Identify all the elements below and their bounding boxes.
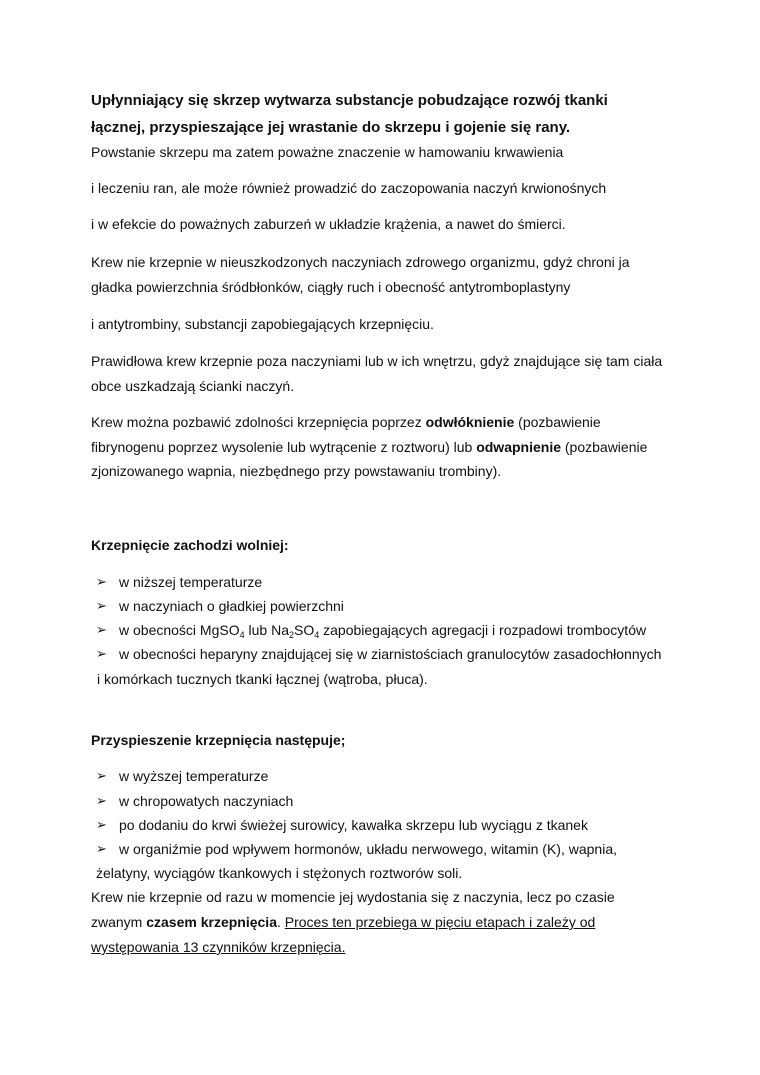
intro-paragraph-line-1: Powstanie skrzepu ma zatem poważne znaczenie w hamowaniu krwawienia — [91, 144, 564, 160]
intro-bold-line-2: łącznej, przyspieszające jej wrastanie do skrzepu i gojenie się rany. — [91, 119, 571, 136]
paragraph-3-line-1: Prawidłowa krew krzepnie poza naczyniami lub w ich wnętrzu, gdyż znajdujące się tam ciała — [91, 353, 663, 369]
text: . — [276, 914, 285, 930]
bullet-arrow-icon: ➢ — [96, 793, 107, 808]
text: zwanym — [91, 914, 147, 930]
bullet-arrow-icon: ➢ — [96, 768, 107, 783]
slow-item-4-line-2: i komórkach tucznych tkanki łącznej (wątroba, płuca). — [97, 671, 428, 687]
term-odwapnienie: odwapnienie — [476, 439, 561, 455]
slow-item-4-line-1: w obecności heparyny znajdującej się w ziarnistościach granulocytów zasadochłonnych — [119, 646, 662, 662]
bullet-arrow-icon: ➢ — [96, 646, 107, 661]
closing-line-3: występowania 13 czynników krzepnięcia. — [91, 939, 346, 955]
closing-line-1: Krew nie krzepnie od razu w momencie jej wydostania się z naczynia, lecz po czasie — [91, 889, 615, 905]
paragraph-2-line-1: Krew nie krzepnie w nieuszkodzonych naczyniach zdrowego organizmu, gdyż chroni ja — [91, 254, 630, 270]
intro-paragraph-line-2: i leczeniu ran, ale może również prowadzić do zaczopowania naczyń krwionośnych — [91, 180, 607, 196]
paragraph-4-line-2 — [91, 438, 647, 456]
fast-item-3: po dodaniu do krwi świeżej surowicy, kawałka skrzepu lub wyciągu z tkanek — [119, 817, 588, 833]
bullet-arrow-icon: ➢ — [96, 841, 107, 856]
bullet-arrow-icon: ➢ — [96, 622, 107, 637]
paragraph-4-line-3: zjonizowanego wapnia, niezbędnego przy powstawaniu trombiny). — [91, 463, 502, 479]
bullet-arrow-icon: ➢ — [96, 817, 107, 832]
p4-text: (pozbawienie — [514, 414, 601, 430]
term-czas-krzepniecia: czasem krzepnięcia — [146, 914, 277, 930]
subscript: 4 — [314, 630, 320, 640]
subscript: 4 — [239, 630, 245, 640]
fast-item-2: w chropowatych naczyniach — [119, 793, 294, 809]
bullet-arrow-icon: ➢ — [96, 574, 107, 589]
bullet-arrow-icon: ➢ — [96, 598, 107, 613]
slow-item-3 — [119, 621, 646, 639]
fast-item-4-line-2: żelatyny, wyciągów tkankowych i stężonych roztworów soli. — [96, 865, 463, 881]
p4-text: (pozbawienie — [561, 439, 648, 455]
fast-heading: Przyspieszenie krzepnięcia następuje; — [91, 732, 346, 748]
underlined-text: Proces ten przebiega w pięciu etapach i zależy od — [284, 914, 596, 930]
p4-text: Krew można pozbawić zdolności krzepnięcia poprzez — [91, 414, 426, 430]
subscript: 2 — [288, 630, 294, 640]
fast-item-4-line-1: w organiźmie pod wpływem hormonów, układu nerwowego, witamin (K), wapnia, — [119, 841, 618, 857]
text: lub Na — [244, 622, 289, 638]
paragraph-2-line-3: i antytrombiny, substancji zapobiegających krzepnięciu. — [91, 316, 434, 332]
text: w obecności MgSO — [119, 622, 240, 638]
paragraph-3-line-2: obce uszkadzają ścianki naczyń. — [91, 378, 295, 394]
term-odwloknienie: odwłóknienie — [425, 414, 515, 430]
intro-paragraph-line-3: i w efekcie do poważnych zaburzeń w układzie krążenia, a nawet do śmierci. — [91, 216, 566, 232]
paragraph-4-line-1 — [91, 413, 601, 431]
paragraph-2-line-2: gładka powierzchnia śródbłonków, ciągły ruch i obecność antytromboplastyny — [91, 279, 571, 295]
p4-text: fibrynogenu poprzez wysolenie lub wytrącenie z roztworu) lub — [91, 439, 477, 455]
intro-bold-line-1: Upłynniający się skrzep wytwarza substancje pobudzające rozwój tkanki — [91, 92, 608, 109]
slow-heading: Krzepnięcie zachodzi wolniej: — [91, 537, 289, 553]
slow-item-1: w niższej temperaturze — [119, 574, 263, 590]
slow-item-2: w naczyniach o gładkiej powierzchni — [119, 598, 344, 614]
fast-item-1: w wyższej temperaturze — [119, 768, 269, 784]
text: zapobiegających agregacji i rozpadowi trombocytów — [319, 622, 647, 638]
text: SO — [294, 622, 315, 638]
closing-line-2 — [91, 913, 595, 931]
